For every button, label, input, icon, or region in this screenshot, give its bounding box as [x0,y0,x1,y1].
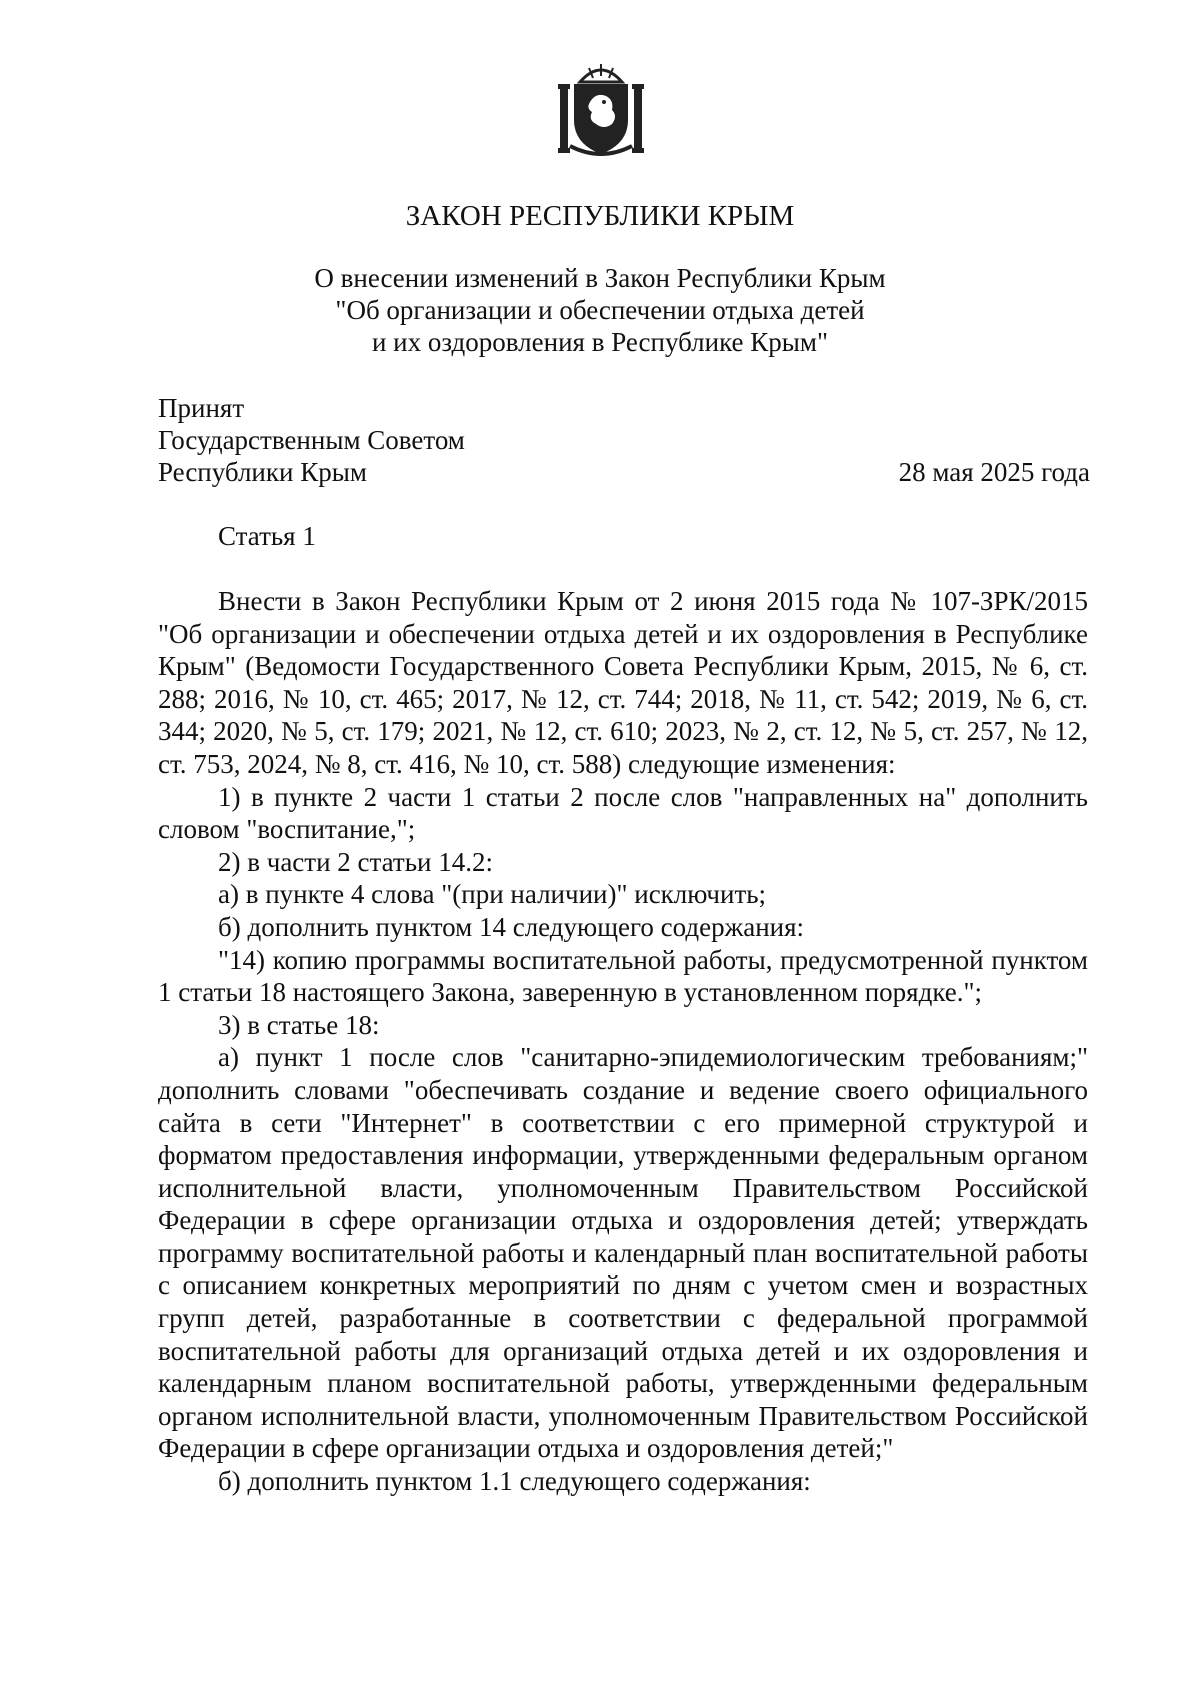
document-subtitle [0,262,1200,358]
adopted-line: Республики Крым [158,457,367,487]
adoption-date: 28 мая 2025 года [898,457,1090,487]
item-paragraph: а) пункт 1 после слов "санитарно-эпидемиологическим требованиям;" дополнить словами "обеспечивать создание и ведение своего официального сайта в сети "Интернет" в соответствии с его примерной структурой и форматом предоставления информации, утвержденными федеральным органом исполнительной власти, уполномоченным Правительством Российской Федерации в сфере организации отдыха и оздоровления детей; утверждать программу воспитательной работы и календарный план воспитательной работы с описанием конкретных мероприятий по дням с учетом смен и возрастных групп детей, разработанные в соответствии с федеральной программой воспитательной работы для организаций отдыха детей и их оздоровления и календарным планом воспитательной работы, утвержденными федеральным органом исполнительной власти, уполномоченным Правительством Российской Федерации в сфере организации отдыха и оздоровления детей;" [158,1042,1088,1464]
coat-of-arms-icon [556,58,646,158]
subtitle-line: "Об организации и обеспечении отдыха детей [335,295,865,325]
item-paragraph: 1) в пункте 2 части 1 статьи 2 после слов "направленных на" дополнить словом "воспитание,"; [158,781,1088,845]
adoption-block [158,392,465,488]
subtitle-line: О внесении изменений в Закон Республики Крым [314,263,886,293]
item-paragraph: "14) копию программы воспитательной работы, предусмотренной пунктом 1 статьи 18 настоящего Закона, заверенную в установленном порядке."; [158,944,1088,1008]
item-paragraph: 2) в части 2 статьи 14.2: [218,846,493,877]
coat-of-arms-emblem [556,58,646,158]
item-paragraph: 3) в статье 18: [218,1009,380,1040]
adopted-line: Принят [158,393,245,423]
adopted-line: Государственным Советом [158,425,465,455]
item-paragraph: а) в пункте 4 слова "(при наличии)" исключить; [218,879,767,910]
article-heading: Статья 1 [218,521,316,551]
item-paragraph: б) дополнить пунктом 1.1 следующего содержания: [218,1466,811,1497]
subtitle-line: и их оздоровления в Республике Крым" [371,327,829,357]
document-title: ЗАКОН РЕСПУБЛИКИ КРЫМ [405,200,795,232]
preamble-paragraph: Внести в Закон Республики Крым от 2 июня 2015 года № 107-ЗРК/2015 "Об организации и обеспечении отдыха детей и их оздоровления в Республике Крым" (Ведомости Государственного Совета Республики Крым, 2015, № 6, ст. 288; 2016, № 10, ст. 465; 2017, № 12, ст. 744; 2018, № 11, ст. 542; 2019, № 6, ст. 344; 2020, № 5, ст. 179; 2021, № 12, ст. 610; 2023, № 2, ст. 12, № 5, ст. 257, № 12, ст. 753, 2024, № 8, ст. 416, № 10, ст. 588) следующие изменения: [158,586,1088,779]
article-body [158,585,1088,1498]
item-paragraph: б) дополнить пунктом 14 следующего содержания: [218,911,805,942]
